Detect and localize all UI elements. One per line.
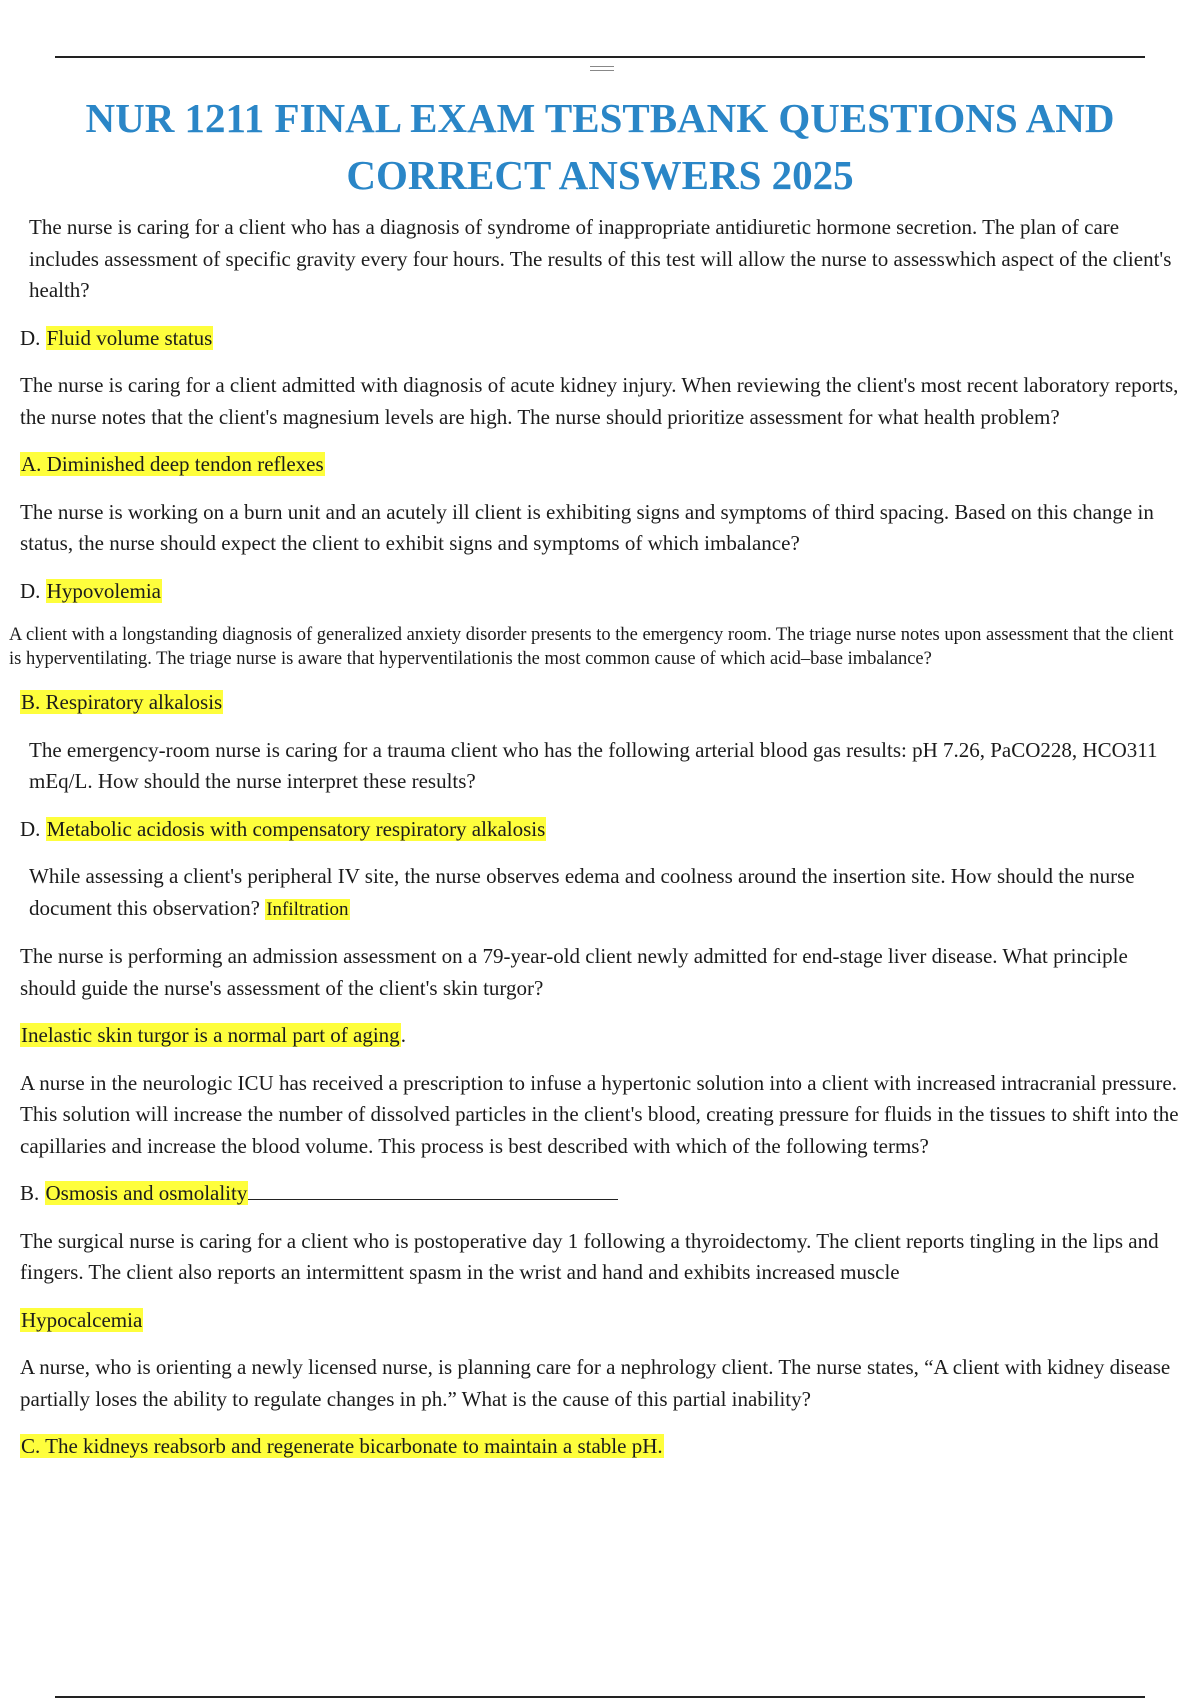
answer-2 bbox=[20, 449, 1180, 481]
question-8: A nurse in the neurologic ICU has received a prescription to infuse a hypertonic solution into a client with increased intracranial pressure. This solution will increase the number of dissolved particles in the client's blood, creating pressure for fluids in the tissues to shift into the capillaries and increase the blood volume. This process is best described with which of the following terms? bbox=[20, 1070, 1179, 1158]
answer-7-suffix: . bbox=[400, 1023, 406, 1047]
answer-10-text: C. The kidneys reabsorb and regenerate bicarbonate to maintain a stable pH. bbox=[21, 1434, 663, 1458]
qa-content bbox=[9, 212, 1180, 1479]
answer-3 bbox=[20, 576, 1180, 608]
question-10: A nurse, who is orienting a newly licensed nurse, is planning care for a nephrology client. The nurse states, “A client with kidney disease partially loses the ability to regulate changes in ph.” What is the cause of this partial inability? bbox=[20, 1355, 1171, 1411]
question-4: A client with a longstanding diagnosis of generalized anxiety disorder presents to the emergency room. The triage nurse notes upon assessment that the client is hyperventilating. The triage nurse is aware that hyperventilationis the most common cause of which acid–base imbalance? bbox=[9, 625, 1174, 669]
question-6 bbox=[20, 861, 1180, 925]
answer-5-prefix: D. bbox=[20, 816, 41, 841]
answer-9-text: Hypocalcemia bbox=[21, 1307, 143, 1332]
answer-1 bbox=[20, 323, 1180, 355]
answer-5-text: Metabolic acidosis with compensatory respiratory alkalosis bbox=[46, 816, 546, 841]
answer-4-text: B. Respiratory alkalosis bbox=[21, 690, 223, 714]
answer-8 bbox=[20, 1178, 1180, 1210]
answer-7-text: Inelastic skin turgor is a normal part of aging bbox=[21, 1023, 400, 1047]
answer-7 bbox=[20, 1020, 1180, 1052]
question-9: The surgical nurse is caring for a client who is postoperative day 1 following a thyroidectomy. The client reports tingling in the lips and fingers. The client also reports an intermittent spasm in the wrist and hand and exhibits increased muscle bbox=[20, 1228, 1159, 1284]
page-title: NUR 1211 FINAL EXAM TESTBANK QUESTIONS AND CORRECT ANSWERS 2025 bbox=[85, 95, 1115, 198]
answer-1-prefix: D. bbox=[20, 325, 41, 350]
question-5: The emergency-room nurse is caring for a trauma client who has the following arterial blood gas results: pH 7.26, PaCO228, HCO311 mEq/L. How should the nurse interpret these results? bbox=[29, 737, 1158, 793]
answer-8-text: Osmosis and osmolality bbox=[45, 1181, 248, 1205]
bottom-rule bbox=[55, 1696, 1145, 1698]
question-7: The nurse is performing an admission assessment on a 79-year-old client newly admitted for end-stage liver disease. What principle should guide the nurse's assessment of the client's skin turgor? bbox=[20, 944, 1128, 1000]
question-3: The nurse is working on a burn unit and an acutely ill client is exhibiting signs and symptoms of third spacing. Based on this change in status, the nurse should expect the client to exhibit signs and symptoms of which imbalance? bbox=[20, 499, 1154, 555]
answer-4 bbox=[20, 687, 1180, 719]
answer-blank-line bbox=[248, 1198, 618, 1200]
answer-2-text: A. Diminished deep tendon reflexes bbox=[21, 452, 324, 476]
question-1: The nurse is caring for a client who has a diagnosis of syndrome of inappropriate antidiuretic hormone secretion. The plan of care includes assessment of specific gravity every four hours. The results of this test will allow the nurse to assesswhich aspect of the client's health? bbox=[29, 215, 1172, 302]
answer-1-text: Fluid volume status bbox=[46, 325, 213, 350]
question-2: The nurse is caring for a client admitted with diagnosis of acute kidney injury. When reviewing the client's most recent laboratory reports, the nurse notes that the client's magnesium levels are high. The nurse should prioritize assessment for what health problem? bbox=[20, 373, 1179, 429]
header-logo-mark bbox=[590, 66, 614, 76]
question-6-text: While assessing a client's peripheral IV site, the nurse observes edema and coolness around the insertion site. How should the nurse document this observation? bbox=[29, 864, 1135, 920]
top-rule bbox=[55, 56, 1145, 58]
answer-9 bbox=[20, 1305, 1180, 1337]
answer-3-text: Hypovolemia bbox=[46, 578, 161, 603]
answer-5 bbox=[20, 814, 1180, 846]
answer-10 bbox=[20, 1431, 1180, 1463]
answer-3-prefix: D. bbox=[20, 578, 41, 603]
answer-6-text: Infiltration bbox=[266, 898, 349, 920]
answer-8-prefix: B. bbox=[20, 1181, 40, 1205]
